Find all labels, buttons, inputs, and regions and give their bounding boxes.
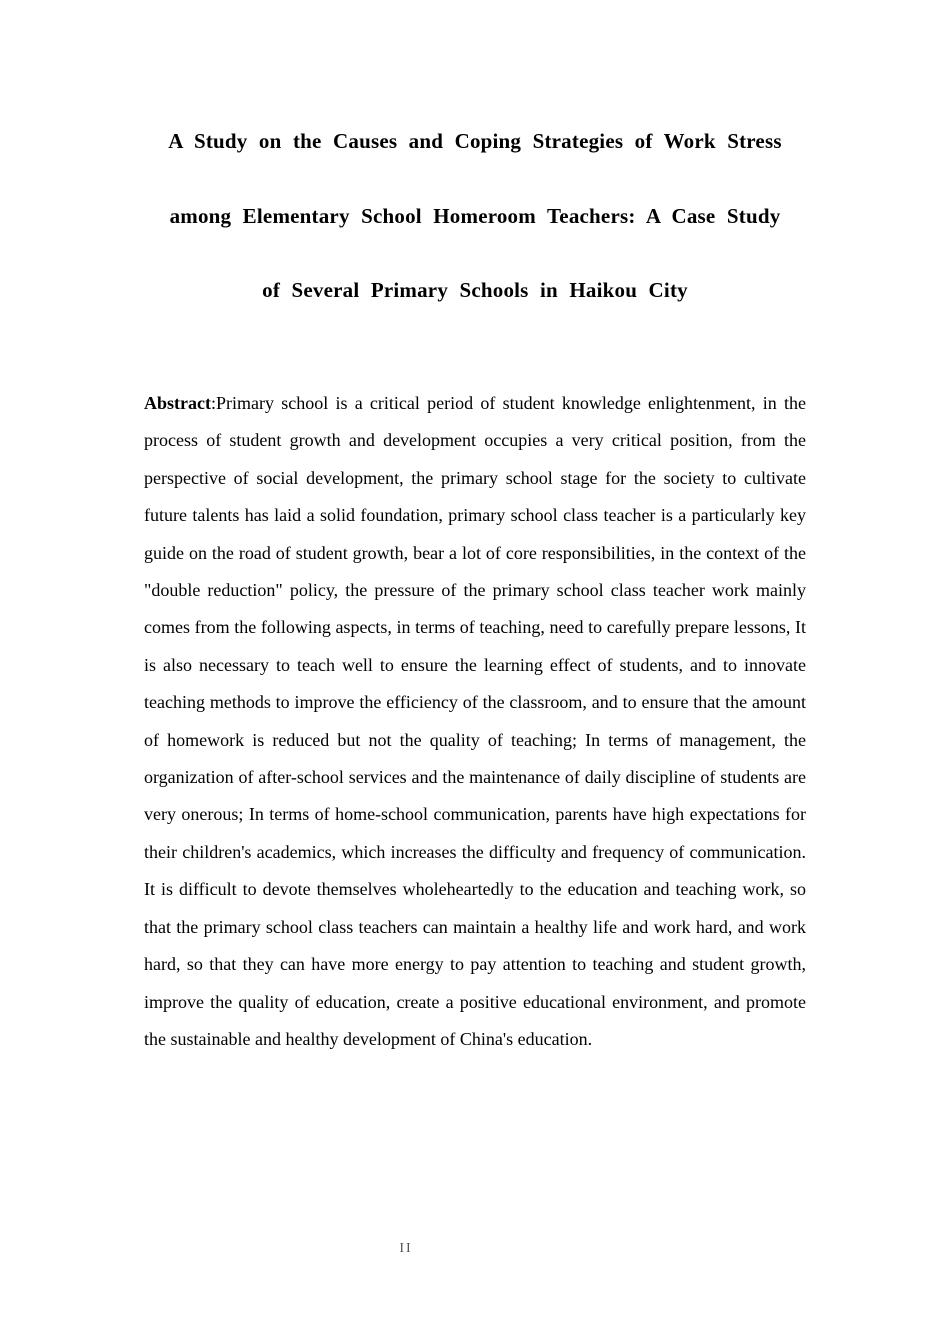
abstract-label: Abstract	[144, 393, 211, 413]
paper-title-line-1: A Study on the Causes and Coping Strategies of Work Stress	[168, 129, 782, 153]
abstract-separator: :	[210, 393, 216, 413]
paper-title-line-2: among Elementary School Homeroom Teachers: A Case Study	[169, 204, 781, 228]
abstract-body: Primary school is a critical period of student knowledge enlightenment, in the process of student growth and development occupies a very critical position, from the perspective of social development, the primary school stage for the society to cultivate future talents has laid a solid foundation, primary school class teacher is a particularly key guide on the road of student growth, bear a lot of core responsibilities, in the context of the "double reduction" policy, the pressure of the primary school class teacher work mainly comes from the following aspects, in terms of teaching, need to carefully prepare lessons, It is also necessary to teach well to ensure the learning effect of students, and to innovate teaching methods to improve the efficiency of the classroom, and to ensure that the amount of homework is reduced but not the quality of teaching; In terms of management, the organization of after-school services and the maintenance of daily discipline of students are very onerous; In terms of home-school communication, parents have high expectations for their children's academics, which increases the difficulty and frequency of communication. It is difficult to devote themselves wholeheartedly to the education and teaching work, so that the primary school class teachers can maintain a healthy life and work hard, and work hard, so that they can have more energy to pay attention to teaching and student growth, improve the quality of education, create a positive educational environment, and promote the sustainable and healthy development of China's education.	[144, 393, 806, 1049]
abstract-paragraph	[144, 385, 806, 1058]
page-number: II	[399, 1241, 413, 1256]
paper-title-line-3: of Several Primary Schools in Haikou City	[262, 278, 688, 302]
